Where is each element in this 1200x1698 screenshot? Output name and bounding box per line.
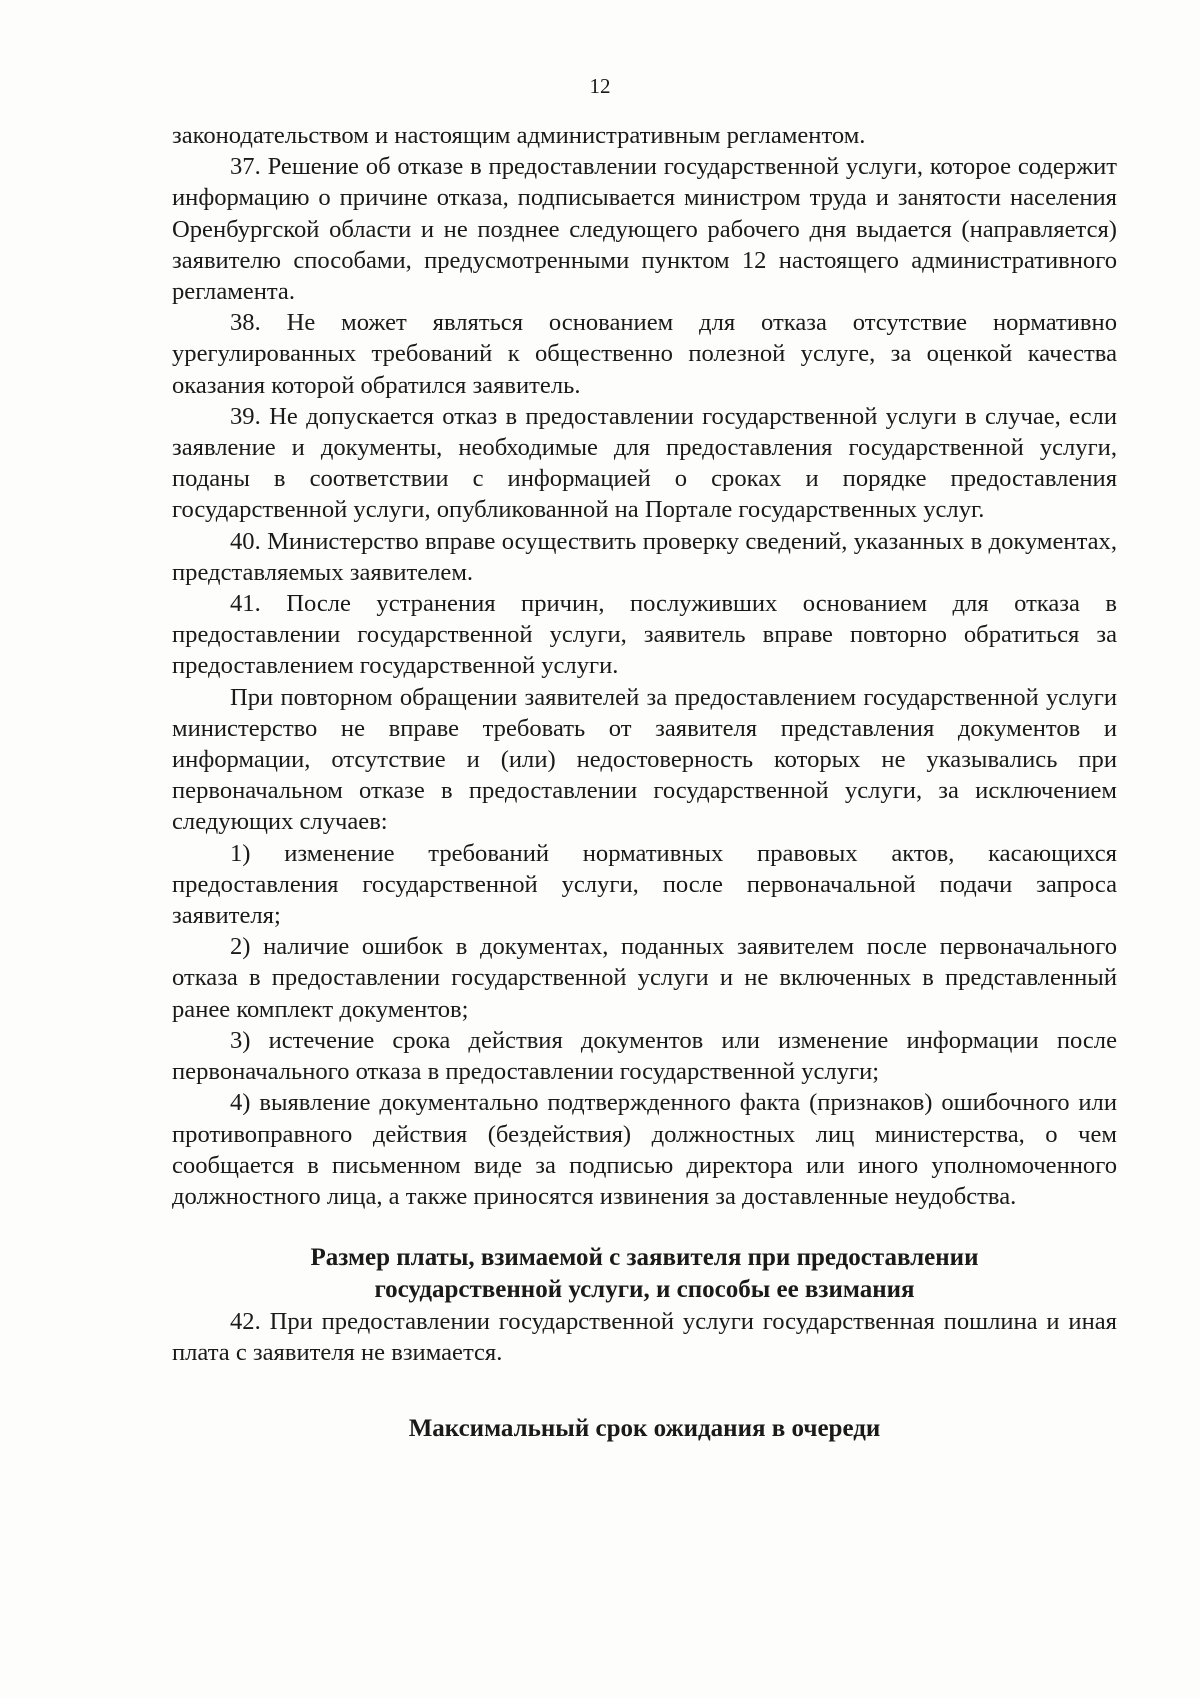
paragraph-39: 39. Не допускается отказ в предоставлении государственной услуги в случае, если заявление и документы, необходимые для предоставления государственной услуги, поданы в соответствии с информацией о сроках и порядке предоставления государственной услуги, опубликованной на Портале государственных услуг. [172,402,1117,524]
section-heading-fee-line2: государственной услуги, и способы ее взимания [374,1276,915,1304]
paragraph-37: 37. Решение об отказе в предоставлении государственной услуги, которое содержит информацию о причине отказа, подписывается министром труда и занятости населения Оренбургской области и не позднее следующего рабочего дня выдается (направляется) заявителю способами, предусмотренными пунктом 12 настоящего административного регламента. [172,153,1117,306]
paragraph-42: 42. При предоставлении государственной услуги государственная пошлина и иная плата с заявителя не взимается. [172,1308,1117,1367]
section-heading-fee-line1: Размер платы, взимаемой с заявителя при предоставлении [310,1244,979,1272]
list-item-4: 4) выявление документально подтвержденного факта (признаков) ошибочного или противоправного действия (бездействия) должностных лиц министерства, о чем сообщается в письменном виде за подписью директора или иного уполномоченного должностного лица, а также приносятся извинения за доставленные неудобства. [172,1089,1117,1210]
paragraph-38: 38. Не может являться основанием для отказа отсутствие нормативно урегулированных требований к общественно полезной услуге, за оценкой качества оказания которой обратился заявитель. [172,309,1117,399]
list-item-3: 3) истечение срока действия документов или изменение информации после первоначального отказа в предоставлении государственной услуги; [172,1026,1117,1086]
paragraph-40: 40. Министерство вправе осуществить проверку сведений, указанных в документах, представляемых заявителем. [172,527,1117,586]
paragraph-repeat-request: При повторном обращении заявителей за предоставлением государственной услуги министерство не вправе требовать от заявителя представления документов и информации, отсутствие и (или) недостоверность которых не указывались при первоначальном отказе в предоставлении государственной услуги, за исключением следующих случаев: [172,683,1117,836]
page-number: 12 [589,74,611,98]
section-heading-queue: Максимальный срок ожидания в очереди [408,1414,881,1442]
paragraph-continuation: законодательством и настоящим административным регламентом. [172,122,866,149]
list-item-2: 2) наличие ошибок в документах, поданных заявителем после первоначального отказа в предоставлении государственной услуги и не включенных в представленный ранее комплект документов; [172,933,1117,1023]
list-item-1: 1) изменение требований нормативных правовых актов, касающихся предоставления государственной услуги, после первоначальной подачи запроса заявителя; [172,839,1117,930]
paragraph-41: 41. После устранения причин, послуживших основанием для отказа в предоставлении государственной услуги, заявитель вправе повторно обратиться за предоставлением государственной услуги. [172,590,1117,680]
page-content [172,120,1117,1445]
